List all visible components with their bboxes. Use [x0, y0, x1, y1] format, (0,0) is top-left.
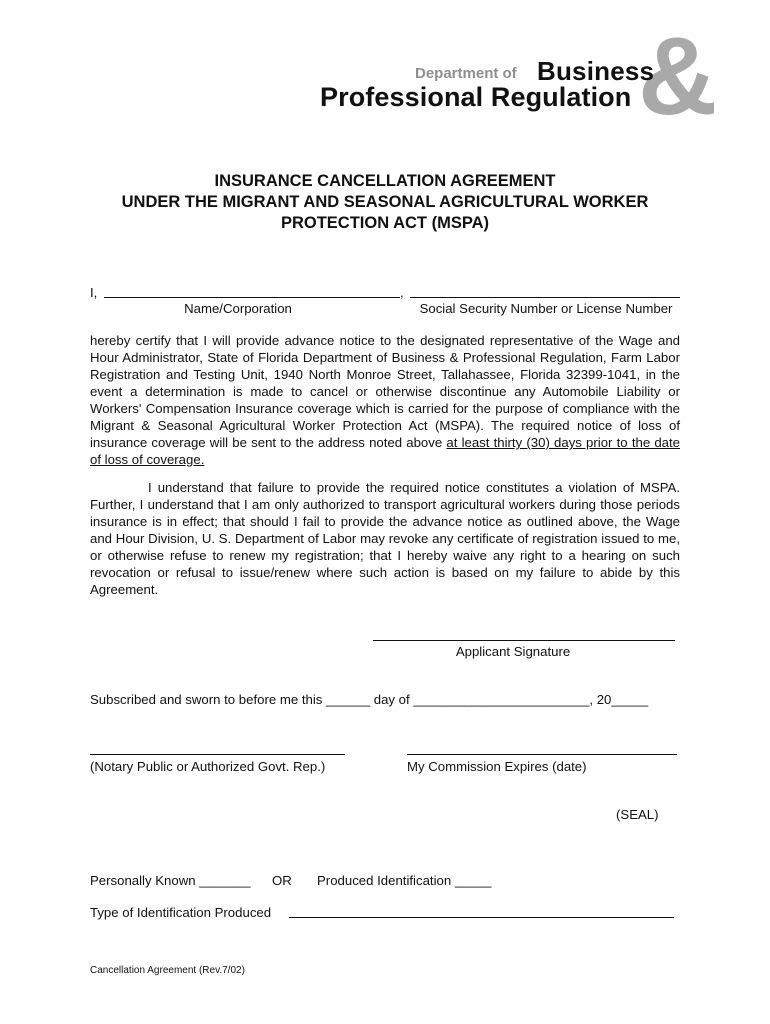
dbpr-logo — [320, 15, 730, 138]
ssn-license-label: Social Security Number or License Number — [419, 301, 673, 316]
sworn-year-prefix: , 20 — [589, 692, 612, 707]
sworn-month-field[interactable]: ________________________ — [413, 692, 590, 707]
commission-expires-field[interactable] — [407, 754, 677, 755]
notary-label: (Notary Public or Authorized Govt. Rep.) — [90, 759, 326, 774]
title-line-2: UNDER THE MIGRANT AND SEASONAL AGRICULTURAL WORKER — [121, 193, 649, 211]
comma-separator: , — [400, 285, 404, 300]
personally-known-field[interactable]: _______ — [199, 873, 251, 888]
name-corporation-label: Name/Corporation — [184, 301, 292, 316]
title-line-1: INSURANCE CANCELLATION AGREEMENT — [214, 172, 556, 190]
certification-text: hereby certify that I will provide advance notice to the designated representative of the Wage and Hour Administrator, State of Florida Department of Business & Professional Regulation, Farm Labor Registration and Testing Unit, 1940 North Monroe Street, Tallahassee, Florida 32399-1041, in the event a determination is made to cancel or otherwise discontinue any Automobile Liability or Workers' Compensation Insurance coverage which is carried for the purpose of compliance with the Migrant & Seasonal Agricultural Worker Protection Act (MSPA). The required notice of loss of insurance coverage will be sent to the address noted above — [90, 333, 680, 450]
title-line-3: PROTECTION ACT (MSPA) — [280, 214, 490, 232]
logo-professional-regulation: Professional Regulation — [320, 82, 632, 112]
sworn-day-field[interactable]: ______ — [326, 692, 371, 707]
seal-label: (SEAL) — [616, 807, 659, 822]
identification-row — [90, 872, 251, 889]
produced-identification-field[interactable]: _____ — [454, 873, 492, 888]
personally-known-label: Personally Known — [90, 873, 196, 888]
understanding-paragraph — [90, 479, 680, 598]
sworn-prefix: Subscribed and sworn to before me this — [90, 692, 323, 707]
produced-identification-label: Produced Identification — [317, 873, 452, 888]
id-type-field[interactable] — [289, 917, 674, 918]
sworn-year-field[interactable]: _____ — [611, 692, 649, 707]
id-type-label: Type of Identification Produced — [90, 905, 272, 920]
commission-expires-label: My Commission Expires (date) — [407, 759, 587, 774]
or-label: OR — [272, 873, 292, 888]
understanding-text: I understand that failure to provide the required notice constitutes a violation of MSPA. Further, I understand that I am only authorized to transport agricultural workers during those periods insurance is in effect; that should I fail to provide the advance notice as outlined above, the Wage and Hour Division, U. S. Department of Labor may revoke any certificate of registration issued to me, or otherwise refuse to renew my registration; that I hereby waive any right to a hearing on such revocation or refusal to issue/renew where such action is based on my failure to abide by this Agreement. — [90, 480, 680, 597]
name-corporation-field[interactable] — [104, 297, 400, 298]
produced-identification-row — [317, 872, 492, 889]
sworn-statement — [90, 691, 648, 708]
logo-ampersand: & — [638, 15, 718, 138]
certification-paragraph — [90, 332, 680, 468]
ssn-license-field[interactable] — [410, 297, 680, 298]
logo-business: Business — [537, 56, 655, 86]
i-prefix: I, — [90, 285, 98, 300]
form-revision-footer: Cancellation Agreement (Rev.7/02) — [90, 965, 245, 976]
document-title — [60, 171, 710, 234]
applicant-signature-label: Applicant Signature — [455, 644, 571, 659]
sworn-day-of: day of — [373, 692, 410, 707]
notice-deadline-text: at least thirty (30) days prior to the date of loss of coverage. — [90, 435, 681, 467]
applicant-signature-field[interactable] — [373, 640, 675, 641]
logo-department-of: Department of — [415, 65, 517, 82]
notary-signature-field[interactable] — [90, 754, 345, 755]
